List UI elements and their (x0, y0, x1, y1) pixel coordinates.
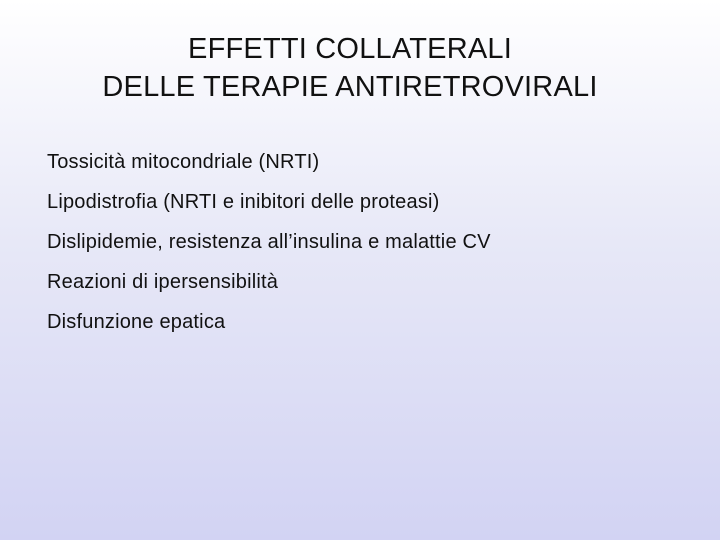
list-item: Reazioni di ipersensibilità (47, 271, 279, 293)
slide-title-line-2: DELLE TERAPIE ANTIRETROVIRALI (102, 71, 598, 103)
slide-title (0, 30, 700, 106)
bullet-list (47, 150, 491, 350)
list-item: Tossicità mitocondriale (NRTI) (47, 151, 320, 173)
list-item: Dislipidemie, resistenza all’insulina e malattie CV (47, 231, 491, 253)
list-item: Lipodistrofia (NRTI e inibitori delle proteasi) (47, 191, 440, 213)
slide-title-line-1: EFFETTI COLLATERALI (188, 33, 512, 65)
list-item: Disfunzione epatica (47, 311, 226, 333)
